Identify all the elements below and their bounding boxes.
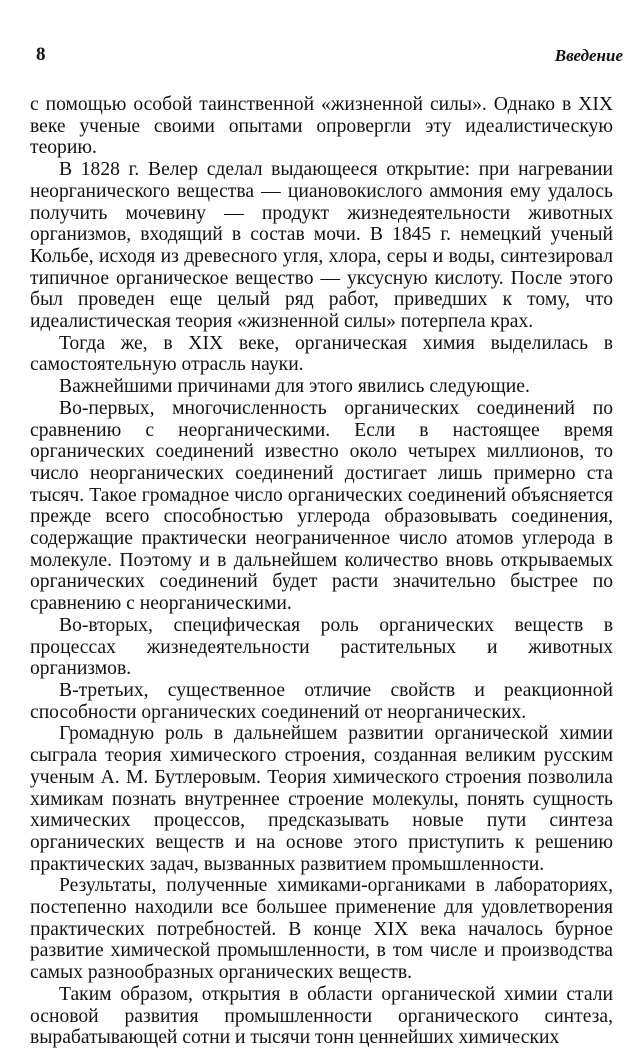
paragraph: Во-вторых, специфическая роль органических веществ в процессах жизнедеятельности растительных и животных организмов. (30, 614, 613, 680)
paragraph: Таким образом, открытия в области органической химии стали основой развития промышленности органического синтеза, вырабатывающей сотни и тысячи тонн ценнейших химических (30, 983, 613, 1049)
paragraph: Тогда же, в XIX веке, органическая химия выделилась в самостоятельную отрасль науки. (30, 332, 613, 376)
paragraph: Громадную роль в дальнейшем развитии органической химии сыграла теория химического строения, созданная великим русским ученым А. М. Бутлеровым. Теория химического строения позволила химикам познать внутреннее строение молекулы, понять сущность химических процессов, предсказывать новые пути синтеза органических веществ и на основе этого приступить к решению практических задач, вызванных развитием промышленности. (30, 723, 613, 875)
paragraph: В 1828 г. Велер сделал выдающееся открытие: при нагревании неорганического вещества — циановокислого аммония ему удалось получить мочевину — продукт жизнедеятельности животных организмов, входящий в состав мочи. В 1845 г. немецкий ученый Кольбе, исходя из древесного угля, хлора, серы и воды, синтезировал типичное органическое вещество — уксусную кислоту. После этого был проведен еще целый ряд работ, приведших к тому, что идеалистическая теория «жизненной силы» потерпела крах. (30, 159, 613, 333)
running-head: Введение (554, 46, 623, 65)
paragraph: Результаты, полученные химиками-органиками в лабораториях, постепенно находили все большее применение для удовлетворения практических потребностей. В конце XIX века началось бурное развитие химической промышленности, в том числе и производства самых разнообразных органических веществ. (30, 875, 613, 984)
paragraph: В-третьих, существенное отличие свойств и реакционной способности органических соединений от неорганических. (30, 679, 613, 723)
page-header (36, 44, 623, 70)
page-number: 8 (36, 44, 46, 65)
paragraph: Важнейшими причинами для этого явились следующие. (59, 376, 530, 398)
paragraph-continuation: с помощью особой таинственной «жизненной силы». Однако в XIX веке ученые своими опытами опровергли эту идеалистическую теорию. (30, 94, 613, 159)
paragraph: Во-первых, многочисленность органических соединений по сравнению с неорганическими. Если в настоящее время органических соединений известно около четырех миллионов, то число неорганических соединений достигает лишь примерно ста тысяч. Такое громадное число органических соединений объясняется прежде всего способностью углерода образовывать соединения, содержащие практически неограниченное число атомов углерода в молекуле. Поэтому и в дальнейшем количество вновь открываемых органических соединений будет расти значительно быстрее по сравнению с неорганическими. (30, 397, 613, 615)
body-text (30, 94, 613, 1049)
